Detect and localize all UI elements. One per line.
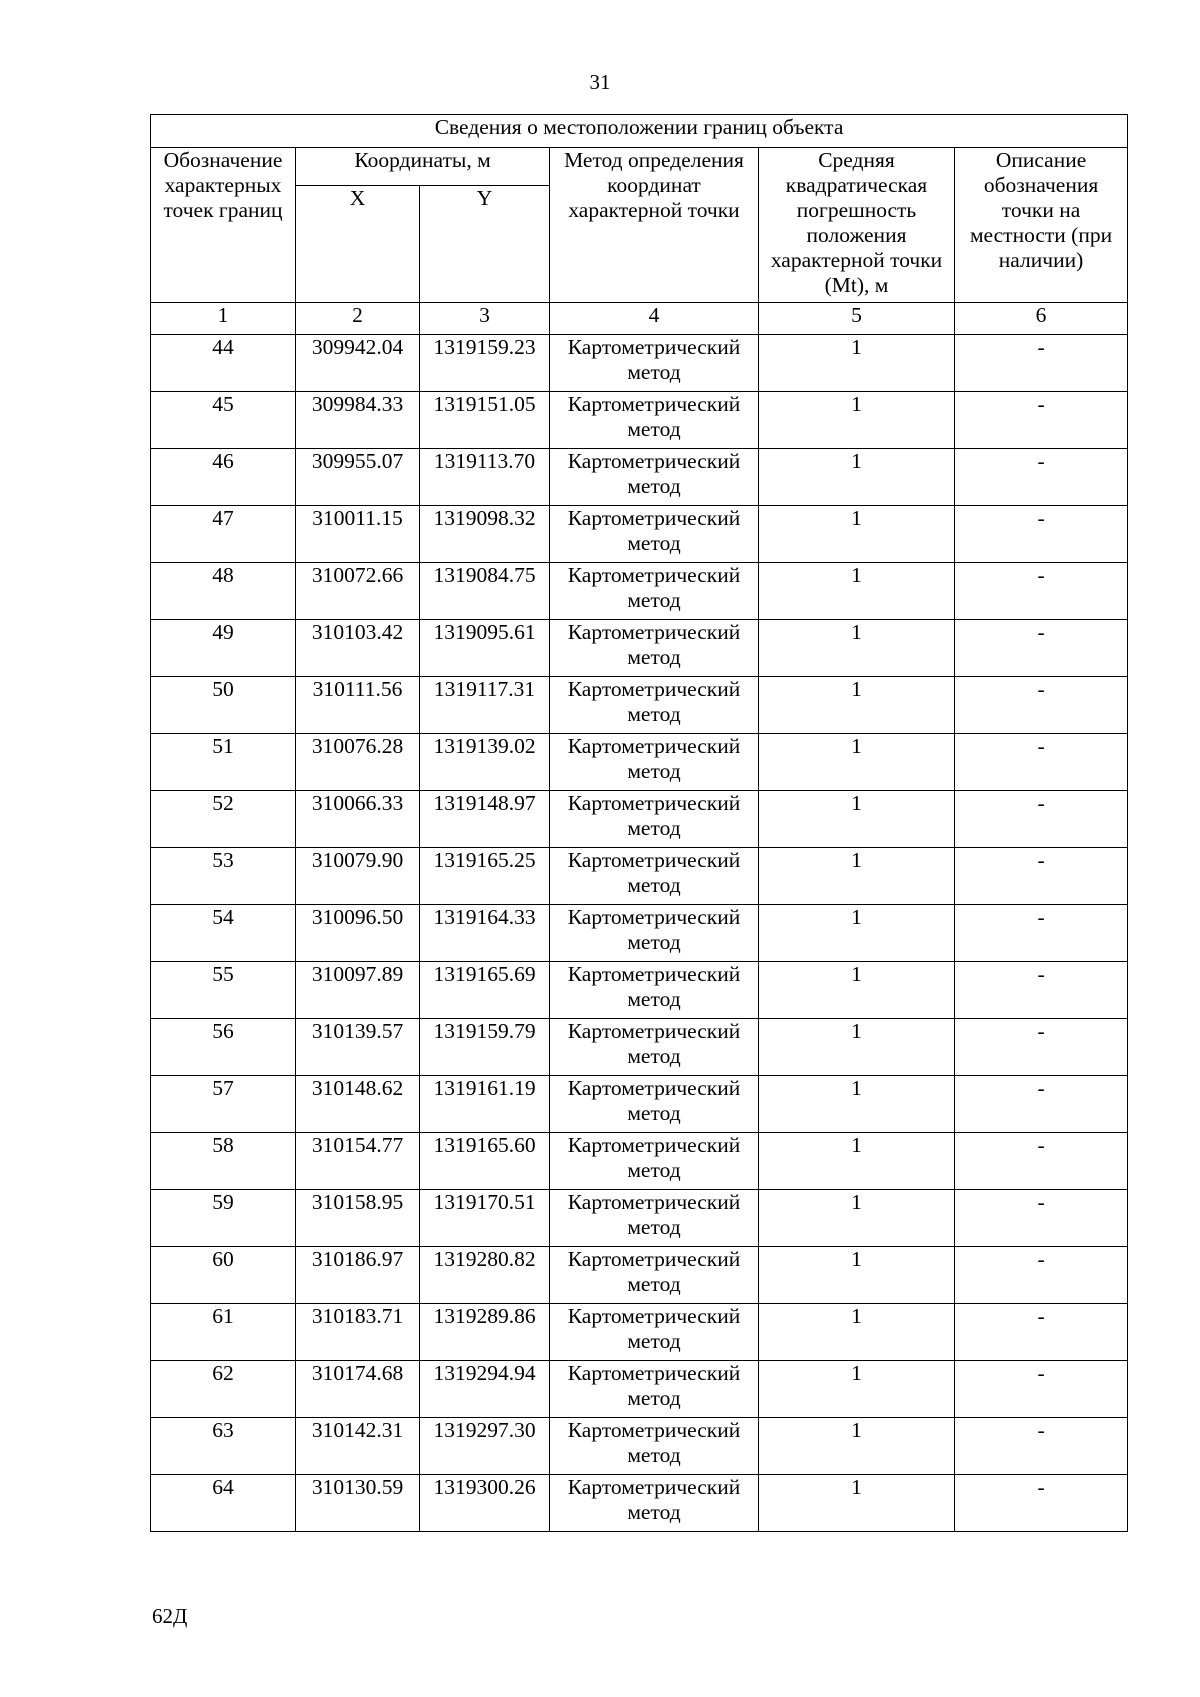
table-row [151,791,1128,848]
cell-method: Картометрический метод [550,1019,759,1076]
header-point: Обозначение характерных точек границ [151,148,296,303]
cell-y: 1319117.31 [420,677,550,734]
cell-description: - [955,1304,1128,1361]
cell-description: - [955,1361,1128,1418]
table-row [151,1019,1128,1076]
cell-x: 309984.33 [296,392,420,449]
column-number: 1 [151,303,296,335]
table-row [151,1133,1128,1190]
cell-y: 1319165.25 [420,848,550,905]
cell-x: 310011.15 [296,506,420,563]
table-row [151,506,1128,563]
column-number: 4 [550,303,759,335]
cell-description: - [955,392,1128,449]
cell-error: 1 [759,962,955,1019]
cell-method: Картометрический метод [550,1304,759,1361]
cell-description: - [955,563,1128,620]
cell-error: 1 [759,1475,955,1532]
cell-y: 1319165.60 [420,1133,550,1190]
cell-point: 54 [151,905,296,962]
table-row [151,392,1128,449]
table-row [151,1418,1128,1475]
cell-method: Картометрический метод [550,791,759,848]
column-number: 2 [296,303,420,335]
cell-point: 47 [151,506,296,563]
cell-error: 1 [759,1076,955,1133]
header-row-top [151,148,1128,186]
table-row [151,1304,1128,1361]
cell-point: 60 [151,1247,296,1304]
cell-y: 1319297.30 [420,1418,550,1475]
cell-point: 50 [151,677,296,734]
cell-point: 52 [151,791,296,848]
header-method: Метод определения координат характерной точки [550,148,759,303]
table-row [151,1076,1128,1133]
cell-method: Картометрический метод [550,563,759,620]
page-number: 31 [589,70,611,94]
cell-description: - [955,1133,1128,1190]
cell-description: - [955,1019,1128,1076]
cell-description: - [955,962,1128,1019]
cell-error: 1 [759,1247,955,1304]
cell-description: - [955,1418,1128,1475]
header-y: Y [420,186,550,303]
cell-point: 51 [151,734,296,791]
cell-point: 44 [151,335,296,392]
cell-y: 1319294.94 [420,1361,550,1418]
cell-y: 1319148.97 [420,791,550,848]
cell-x: 310130.59 [296,1475,420,1532]
cell-description: - [955,1247,1128,1304]
cell-description: - [955,905,1128,962]
cell-x: 310096.50 [296,905,420,962]
cell-y: 1319095.61 [420,620,550,677]
cell-point: 55 [151,962,296,1019]
cell-description: - [955,677,1128,734]
cell-x: 310174.68 [296,1361,420,1418]
table-row [151,620,1128,677]
cell-point: 57 [151,1076,296,1133]
table-row [151,1190,1128,1247]
cell-x: 310183.71 [296,1304,420,1361]
cell-point: 59 [151,1190,296,1247]
cell-description: - [955,620,1128,677]
header-error: Средняя квадратическая погрешность положения характерной точки (Mt), м [759,148,955,303]
table-row [151,962,1128,1019]
cell-error: 1 [759,1418,955,1475]
cell-method: Картометрический метод [550,1076,759,1133]
cell-point: 61 [151,1304,296,1361]
cell-x: 310148.62 [296,1076,420,1133]
column-number: 3 [420,303,550,335]
cell-y: 1319170.51 [420,1190,550,1247]
cell-method: Картометрический метод [550,392,759,449]
table-row [151,563,1128,620]
cell-method: Картометрический метод [550,677,759,734]
cell-method: Картометрический метод [550,1475,759,1532]
cell-y: 1319159.23 [420,335,550,392]
cell-error: 1 [759,1190,955,1247]
cell-error: 1 [759,392,955,449]
cell-point: 53 [151,848,296,905]
column-number: 5 [759,303,955,335]
cell-error: 1 [759,506,955,563]
cell-description: - [955,734,1128,791]
cell-method: Картометрический метод [550,848,759,905]
cell-x: 310154.77 [296,1133,420,1190]
cell-method: Картометрический метод [550,905,759,962]
table-row [151,677,1128,734]
cell-error: 1 [759,1361,955,1418]
footer-code: 62Д [152,1604,188,1628]
cell-y: 1319161.19 [420,1076,550,1133]
table-title-row [151,115,1128,148]
cell-error: 1 [759,905,955,962]
cell-method: Картометрический метод [550,734,759,791]
cell-description: - [955,1190,1128,1247]
boundary-coordinates-table [150,114,1128,1532]
cell-y: 1319084.75 [420,563,550,620]
cell-point: 46 [151,449,296,506]
cell-error: 1 [759,620,955,677]
table-row [151,1475,1128,1532]
cell-x: 310079.90 [296,848,420,905]
table-row [151,335,1128,392]
table-row [151,905,1128,962]
column-number: 6 [955,303,1128,335]
cell-point: 48 [151,563,296,620]
cell-point: 58 [151,1133,296,1190]
cell-description: - [955,1475,1128,1532]
cell-x: 309955.07 [296,449,420,506]
cell-y: 1319098.32 [420,506,550,563]
table-title: Сведения о местоположении границ объекта [151,115,1128,148]
cell-y: 1319289.86 [420,1304,550,1361]
cell-error: 1 [759,335,955,392]
header-x: X [296,186,420,303]
table-row [151,848,1128,905]
cell-method: Картометрический метод [550,962,759,1019]
cell-method: Картометрический метод [550,1361,759,1418]
cell-error: 1 [759,791,955,848]
cell-description: - [955,449,1128,506]
cell-point: 49 [151,620,296,677]
cell-y: 1319139.02 [420,734,550,791]
cell-y: 1319159.79 [420,1019,550,1076]
cell-x: 310072.66 [296,563,420,620]
cell-error: 1 [759,1133,955,1190]
cell-description: - [955,1076,1128,1133]
cell-method: Картометрический метод [550,506,759,563]
cell-y: 1319164.33 [420,905,550,962]
cell-error: 1 [759,449,955,506]
cell-x: 310139.57 [296,1019,420,1076]
cell-error: 1 [759,1019,955,1076]
cell-x: 310111.56 [296,677,420,734]
cell-point: 63 [151,1418,296,1475]
table-row [151,449,1128,506]
cell-description: - [955,335,1128,392]
cell-method: Картометрический метод [550,1133,759,1190]
cell-error: 1 [759,1304,955,1361]
column-number-row [151,303,1128,335]
cell-description: - [955,848,1128,905]
cell-point: 64 [151,1475,296,1532]
cell-y: 1319151.05 [420,392,550,449]
cell-x: 310158.95 [296,1190,420,1247]
cell-x: 310103.42 [296,620,420,677]
cell-description: - [955,506,1128,563]
cell-x: 310142.31 [296,1418,420,1475]
cell-error: 1 [759,734,955,791]
cell-method: Картометрический метод [550,620,759,677]
cell-method: Картометрический метод [550,1247,759,1304]
cell-point: 45 [151,392,296,449]
cell-method: Картометрический метод [550,1190,759,1247]
cell-error: 1 [759,677,955,734]
cell-error: 1 [759,848,955,905]
header-coordinates: Координаты, м [296,148,550,186]
cell-y: 1319165.69 [420,962,550,1019]
header-description: Описание обозначения точки на местности (при наличии) [955,148,1128,303]
cell-y: 1319113.70 [420,449,550,506]
table-row [151,1247,1128,1304]
table-row [151,734,1128,791]
cell-y: 1319280.82 [420,1247,550,1304]
cell-method: Картометрический метод [550,335,759,392]
table-row [151,1361,1128,1418]
cell-x: 310076.28 [296,734,420,791]
cell-point: 62 [151,1361,296,1418]
cell-x: 310066.33 [296,791,420,848]
cell-x: 309942.04 [296,335,420,392]
cell-point: 56 [151,1019,296,1076]
cell-x: 310097.89 [296,962,420,1019]
cell-y: 1319300.26 [420,1475,550,1532]
cell-method: Картометрический метод [550,1418,759,1475]
cell-x: 310186.97 [296,1247,420,1304]
cell-method: Картометрический метод [550,449,759,506]
cell-error: 1 [759,563,955,620]
cell-description: - [955,791,1128,848]
